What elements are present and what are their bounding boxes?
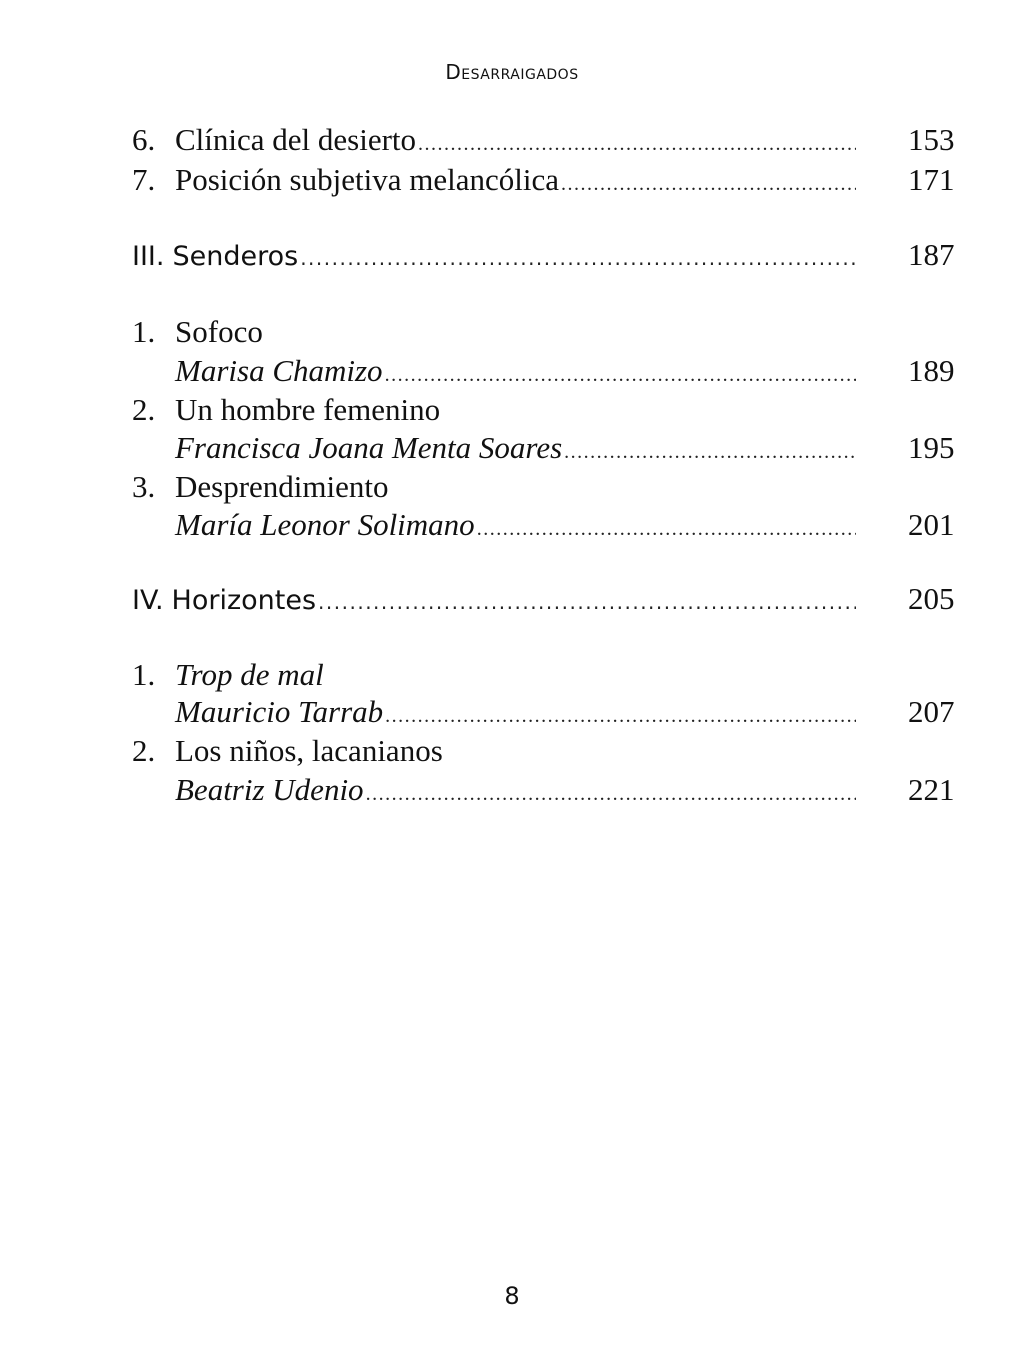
entry-author: Marisa Chamizo xyxy=(175,353,383,388)
toc-entry-author-line xyxy=(175,351,955,391)
part-page: 187 xyxy=(908,237,955,272)
entry-page: 207 xyxy=(908,694,955,729)
entry-title: Un hombre femenino xyxy=(175,392,441,427)
running-head-title: Desarraigados xyxy=(445,60,579,84)
entry-title: Los niños, lacanianos xyxy=(175,733,443,768)
entry-title: Posición subjetiva melancólica xyxy=(175,162,559,197)
entry-number: 6. xyxy=(132,122,156,157)
toc-entry-author-line xyxy=(175,505,955,545)
toc-entry-author-line xyxy=(175,428,955,468)
dot-leader xyxy=(564,432,856,472)
toc-part-heading-iv xyxy=(132,579,955,619)
entry-title: Trop de mal xyxy=(175,657,324,692)
entry-title: Desprendimiento xyxy=(175,469,389,504)
entry-page: 195 xyxy=(908,430,955,465)
dot-leader xyxy=(385,696,856,736)
entry-page: 189 xyxy=(908,353,955,388)
dot-leader xyxy=(318,582,856,622)
entry-page: 201 xyxy=(908,507,955,542)
toc-entry-author-line xyxy=(175,770,955,810)
toc-entry-title-line xyxy=(132,467,952,507)
dot-leader xyxy=(418,124,856,164)
entry-author: Mauricio Tarrab xyxy=(175,694,384,729)
entry-number: 2. xyxy=(132,392,156,427)
entry-page: 153 xyxy=(908,122,955,157)
entry-title: Clínica del desierto xyxy=(175,122,417,157)
toc-entry-7 xyxy=(132,160,955,200)
entry-number: 1. xyxy=(132,657,156,692)
toc-entry-author-line xyxy=(175,692,955,732)
entry-number: 2. xyxy=(132,733,156,768)
dot-leader xyxy=(300,238,856,278)
entry-number: 1. xyxy=(132,314,156,349)
entry-title: Sofoco xyxy=(175,314,263,349)
entry-author: María Leonor Solimano xyxy=(175,507,475,542)
toc-part-heading-iii xyxy=(132,235,955,275)
toc-entry-title-line xyxy=(132,731,952,771)
entry-page: 221 xyxy=(908,772,955,807)
part-title: Senderos xyxy=(172,241,299,272)
dot-leader xyxy=(385,355,856,395)
dot-leader xyxy=(561,164,856,204)
entry-number: 7. xyxy=(132,162,156,197)
dot-leader xyxy=(477,509,856,549)
entry-page: 171 xyxy=(908,162,955,197)
toc-entry-6 xyxy=(132,120,955,160)
toc-entry-title-line xyxy=(132,390,952,430)
toc-entry-title-line xyxy=(132,312,952,352)
entry-author: Francisca Joana Menta Soares xyxy=(175,430,563,465)
part-number: IV. xyxy=(132,585,164,616)
part-title: Horizontes xyxy=(171,585,317,616)
entry-number: 3. xyxy=(132,469,156,504)
toc-entry-title-line xyxy=(132,655,952,695)
part-page: 205 xyxy=(908,581,955,616)
dot-leader xyxy=(366,774,856,814)
entry-author: Beatriz Udenio xyxy=(175,772,364,807)
page-number: 8 xyxy=(504,1282,520,1310)
part-number: III. xyxy=(132,241,165,272)
